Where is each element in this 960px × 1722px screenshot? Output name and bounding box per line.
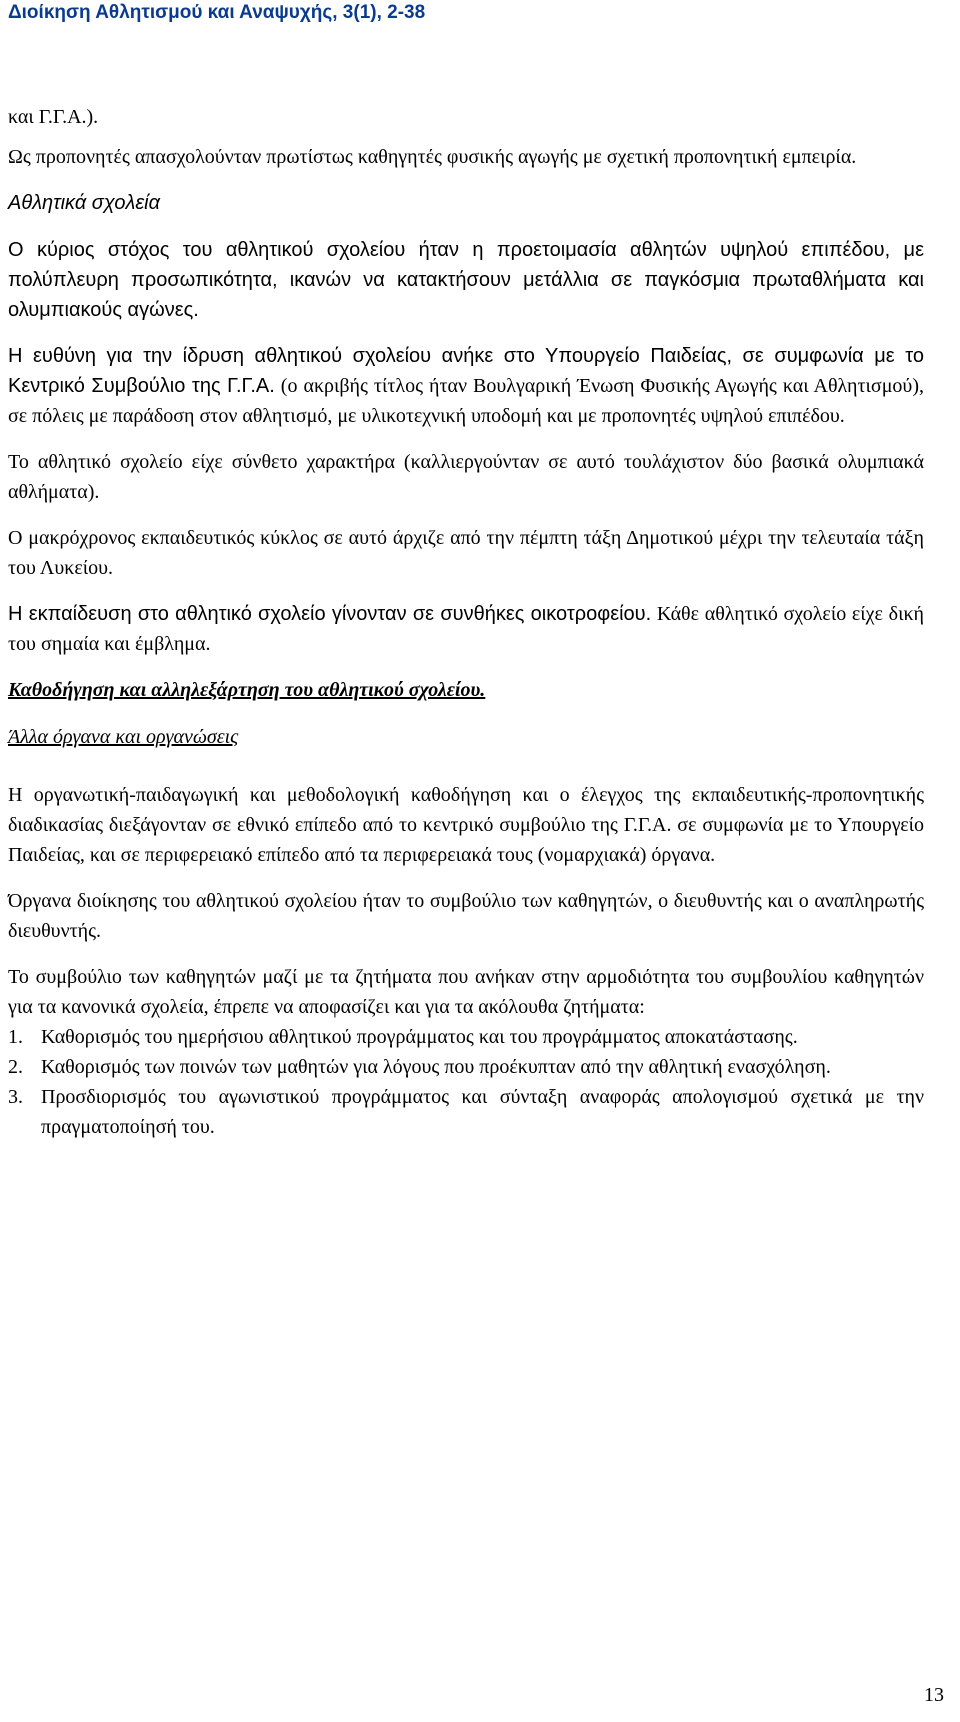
paragraph-coaches: Ως προπονητές απασχολούνταν πρωτίστως καθηγητές φυσικής αγωγής με σχετική προπονητική εμπειρία.: [8, 146, 857, 168]
list-item-text: Προσδιορισμός του αγωνιστικού προγράμματος και σύνταξη αναφοράς απολογισμού σχετικά με την πραγματοποίησή του.: [41, 1086, 924, 1138]
list-item: [8, 1082, 924, 1142]
list-item-text: Καθορισμός των ποινών των μαθητών για λόγους που προέκυπταν από την αθλητική ενασχόληση.: [41, 1056, 831, 1078]
list-item-number: 2.: [8, 1056, 23, 1078]
list-item: [8, 1052, 924, 1082]
paragraph-boarding-serif: Κάθε αθλητικό σχολείο είχε δική του σημαία και έμβλημα.: [8, 603, 924, 655]
document-body: [8, 102, 924, 1142]
paragraph-responsibility-sans: Η ευθύνη για την ίδρυση αθλητικού σχολείου ανήκε στο Υπουργείο Παιδείας, σε συμφωνία με το Κεντρικό Συμβούλιο της Γ.Γ.Α.: [8, 345, 924, 397]
section-heading-guidance: Καθοδήγηση και αλληλεξάρτηση του αθλητικού σχολείου.: [8, 679, 486, 701]
paragraph-organizational-guidance: Η οργανωτική-παιδαγωγική και μεθοδολογική καθοδήγηση και ο έλεγχος της εκπαιδευτικής-προπονητικής διαδικασίας διεξάγονταν σε εθνικό επίπεδο από το κεντρικό συμβούλιο της Γ.Γ.Α. σε συμφωνία με το Υπουργείο Παιδείας, και σε περιφερειακό επίπεδο από τα περιφερειακά τους (νομαρχιακά) όργανα.: [8, 784, 924, 866]
paragraph-responsibility-serif: (ο ακριβής τίτλος ήταν Βουλγαρική Ένωση Φυσικής Αγωγής και Αθλητισμού), σε πόλεις με παράδοση στον αθλητισμό, με υλικοτεχνική υποδομή και με προπονητές υψηλού επιπέδου.: [8, 375, 924, 427]
paragraph-governing-bodies: Όργανα διοίκησης του αθλητικού σχολείου ήταν το συμβούλιο των καθηγητών, ο διευθυντής και ο αναπληρωτής διευθυντής.: [8, 890, 924, 942]
section-heading-sports-schools: Αθλητικά σχολεία: [8, 192, 161, 214]
list-item-number: 1.: [8, 1026, 23, 1048]
paragraph-continuation: και Γ.Γ.Α.).: [8, 106, 99, 128]
paragraph-responsibility: [8, 341, 924, 431]
paragraph-boarding-sans: Η εκπαίδευση στο αθλητικό σχολείο γίνονταν σε συνθήκες οικοτροφείου.: [8, 603, 652, 625]
paragraph-education-cycle: Ο μακρόχρονος εκπαιδευτικός κύκλος σε αυτό άρχιζε από την πέμπτη τάξη Δημοτικού μέχρι την τελευταία τάξη του Λυκείου.: [8, 527, 924, 579]
paragraph-teachers-council: Το συμβούλιο των καθηγητών μαζί με τα ζητήματα που ανήκαν στην αρμοδιότητα του συμβουλίου καθηγητών για τα κανονικά σχολεία, έπρεπε να αποφασίζει και για τα ακόλουθα ζητήματα:: [8, 966, 924, 1018]
paragraph-composite-character: Το αθλητικό σχολείο είχε σύνθετο χαρακτήρα (καλλιεργούνταν σε αυτό τουλάχιστον δύο βασικά ολυμπιακά αθλήματα).: [8, 451, 924, 503]
council-duties-list: [8, 1022, 924, 1142]
section-heading-other-organs: Άλλα όργανα και οργανώσεις: [8, 726, 239, 748]
list-item: [8, 1022, 924, 1052]
paragraph-main-goal: Ο κύριος στόχος του αθλητικού σχολείου ήταν η προετοιμασία αθλητών υψηλού επιπέδου, με πολύπλευρη προσωπικότητα, ικανών να κατακτήσουν μετάλλια σε παγκόσμια πρωταθλήματα και ολυμπιακούς αγώνες.: [8, 239, 924, 321]
running-header: Διοίκηση Αθλητισμού και Αναψυχής, 3(1), 2-38: [8, 2, 426, 23]
page-number: 13: [924, 1684, 944, 1706]
paragraph-boarding: [8, 599, 924, 659]
list-item-number: 3.: [8, 1086, 23, 1108]
list-item-text: Καθορισμός του ημερήσιου αθλητικού προγράμματος και του προγράμματος αποκατάστασης.: [41, 1026, 798, 1048]
